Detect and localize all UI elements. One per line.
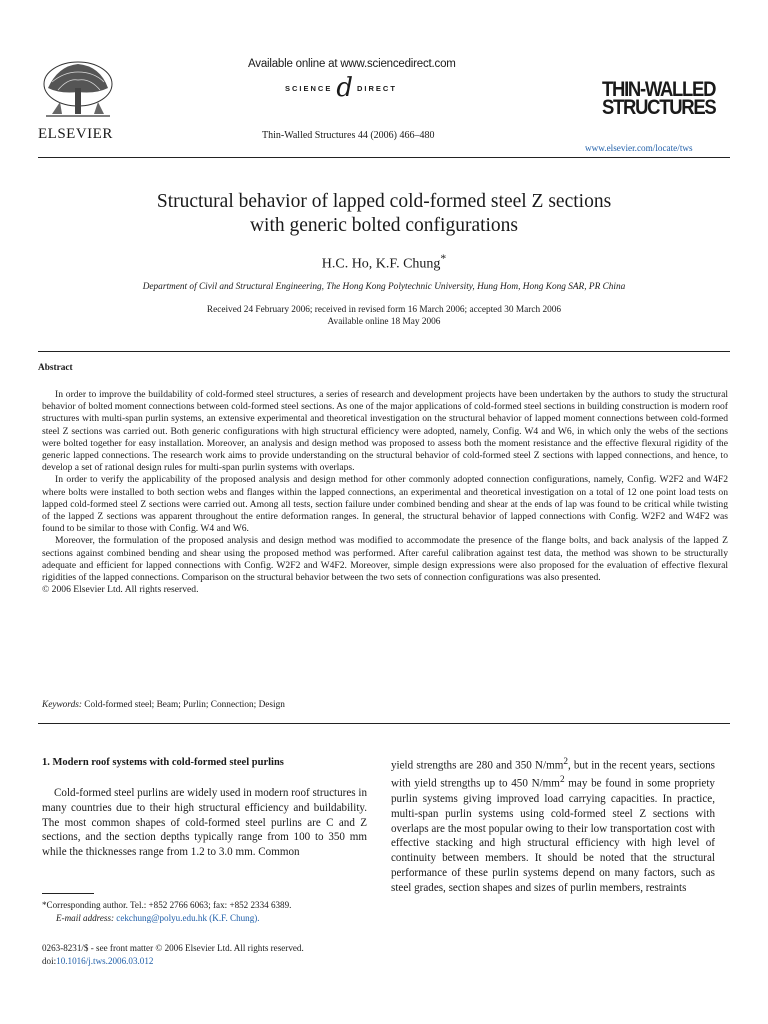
abstract-paragraph-3: Moreover, the formulation of the proposed analysis and design method was modified to accommodate the presence of the flange bolts, and back analysis of the lapped Z sections against combined bending and shear using the proposed method was performed. After careful calibration against test data, the method was shown to be structurally adequate and efficient for lapped connections with Config. W2F2 and W4F2. Moreover, simple design expressions were also proposed for the evaluation of effective flexural rigidities of the lapped connections. Comparison on the structural behavior between the two sets of connection configurations was also presented. bbox=[42, 535, 728, 584]
superscript-2b: 2 bbox=[559, 775, 565, 786]
corresponding-mark[interactable]: * bbox=[440, 252, 447, 265]
keywords-label: Keywords: bbox=[42, 700, 82, 710]
abstract-paragraph-2: In order to verify the applicability of the proposed analysis and design method for other commonly adopted connection configurations, namely, Config. W2F2 and W4F2 where bolts were installed to both section webs and flanges within the lapped connections, an experimental and theoretical investigation on a total of 12 one point load tests on lapped cold-formed steel Z sections were carried out. Among all tests, section failure under combined bending and shear at the ends of lap was found to be critical while twisting of the lapped Z sections was apparent throughout the entire deformation ranges. In general, the structural behavior of lapped connections with Config. W2F2 and W4F2 was found to be similar to those with Config. W4 and W6. bbox=[42, 474, 728, 535]
author-names: H.C. Ho, K.F. Chung bbox=[321, 256, 441, 272]
article-dates bbox=[38, 304, 730, 328]
journal-logo-line1: THIN-WALLED bbox=[602, 77, 716, 101]
col2-text-b: , but in the recent years, sections with yield strengths up to 450 N/mm bbox=[391, 759, 715, 791]
sd-left-text: SCIENCE bbox=[285, 83, 333, 93]
copyright-line: © 2006 Elsevier Ltd. All rights reserved. bbox=[42, 584, 199, 596]
sciencedirect-logo bbox=[285, 73, 397, 103]
front-matter bbox=[42, 942, 304, 967]
elsevier-tree-logo bbox=[38, 58, 118, 126]
sd-at-mark: d bbox=[336, 73, 353, 103]
authors bbox=[38, 252, 730, 273]
journal-logo-line2: STRUCTURES bbox=[602, 95, 716, 119]
section-heading: 1. Modern roof systems with cold-formed steel purlins bbox=[42, 757, 284, 768]
journal-url-link[interactable]: www.elsevier.com/locate/tws bbox=[585, 143, 693, 153]
correspondence-line: *Corresponding author. Tel.: +852 2766 6063; fax: +852 2334 6389. bbox=[42, 900, 292, 910]
email-label: E-mail address: bbox=[56, 912, 115, 923]
body-column-1: Cold-formed steel purlins are widely used in modern roof structures in many countries due to their high structural efficiency and buildability. The most common shapes of cold-formed steel purlins are C and Z sections, and the section depths typically range from 100 to 350 mm while the thicknesses range from 1.2 to 3.0 mm. Common bbox=[42, 787, 368, 859]
doi-line bbox=[42, 955, 304, 968]
superscript-2: 2 bbox=[563, 757, 568, 767]
journal-logo bbox=[602, 77, 716, 119]
available-online-link[interactable]: Available online at www.sciencedirect.com bbox=[248, 58, 456, 70]
available-date: Available online 18 May 2006 bbox=[327, 317, 441, 327]
body-column-2 bbox=[391, 755, 715, 896]
header-rule bbox=[38, 157, 730, 158]
abstract-top-rule bbox=[38, 351, 730, 352]
footnote-rule bbox=[42, 893, 94, 894]
email-line bbox=[56, 912, 291, 925]
doi-label: doi: bbox=[42, 955, 57, 966]
keywords-list: Cold-formed steel; Beam; Purlin; Connection; Design bbox=[84, 700, 285, 710]
keywords bbox=[42, 700, 285, 710]
email-link[interactable]: cekchung@polyu.edu.hk bbox=[116, 912, 207, 923]
received-dates: Received 24 February 2006; received in revised form 16 March 2006; accepted 30 March 2006 bbox=[206, 305, 562, 315]
abstract-paragraph-1: In order to improve the buildability of cold-formed steel structures, a series of research and development projects have been undertaken by the authors to study the structural behavior of bolted moment connections between cold-formed steel sections. As one of the major applications of cold-formed steel sections in building construction is modern roof structures with multi-span purlin systems, an extensive experimental and theoretical investigation on the structural behavior of lapped moment connections between cold-formed steel Z sections was carried out. Both generic configurations with high structural efficiency were adopted, namely, Config. W4 and W6, in which only the webs of the sections were bolted together for easy installation. Moreover, an analysis and design method was proposed to assess both the moment resistance and the effective flexural rigidity of the generic lapped connections. The research work aims to provide understanding on the structural behavior of cold-formed steel Z sections with lapped connections, and hence, to develop a set of rational design rules for multi-span purlin systems with overlaps. bbox=[42, 389, 728, 474]
doi-link[interactable]: 10.1016/j.tws.2006.03.012 bbox=[56, 955, 154, 966]
title-line-1: Structural behavior of lapped cold-formed steel Z sections bbox=[156, 191, 612, 212]
col2-text-c: may be found in some propriety purlin systems giving improved load carrying capacities. In practice, multi-span purlin systems using cold-formed steel Z sections with overlaps are the most popular owing to their low transportation cost with effective stacking and high structural efficiency with high level of continuity between members. It should be noted that the structural performance of these purlin systems depend on many factors, such as steel grades, section shapes and sizes of purlin members, restraints bbox=[391, 778, 715, 894]
abstract-body bbox=[42, 389, 728, 596]
col2-text-a: yield strengths are 280 and 350 N/mm bbox=[391, 759, 564, 772]
front-matter-line: 0263-8231/$ - see front matter © 2006 Elsevier Ltd. All rights reserved. bbox=[42, 943, 304, 953]
abstract-heading: Abstract bbox=[38, 363, 73, 373]
email-name: (K.F. Chung). bbox=[209, 912, 260, 923]
article-title bbox=[38, 190, 730, 238]
affiliation: Department of Civil and Structural Engineering, The Hong Kong Polytechnic University, Hung Hom, Hong Kong SAR, PR China bbox=[142, 282, 626, 292]
journal-citation: Thin-Walled Structures 44 (2006) 466–480 bbox=[262, 130, 435, 141]
footnote bbox=[42, 899, 291, 924]
sd-right-text: DIRECT bbox=[357, 83, 397, 93]
publisher-name: ELSEVIER bbox=[38, 126, 113, 142]
title-line-2: with generic bolted configurations bbox=[249, 215, 519, 236]
abstract-bottom-rule bbox=[38, 723, 730, 724]
